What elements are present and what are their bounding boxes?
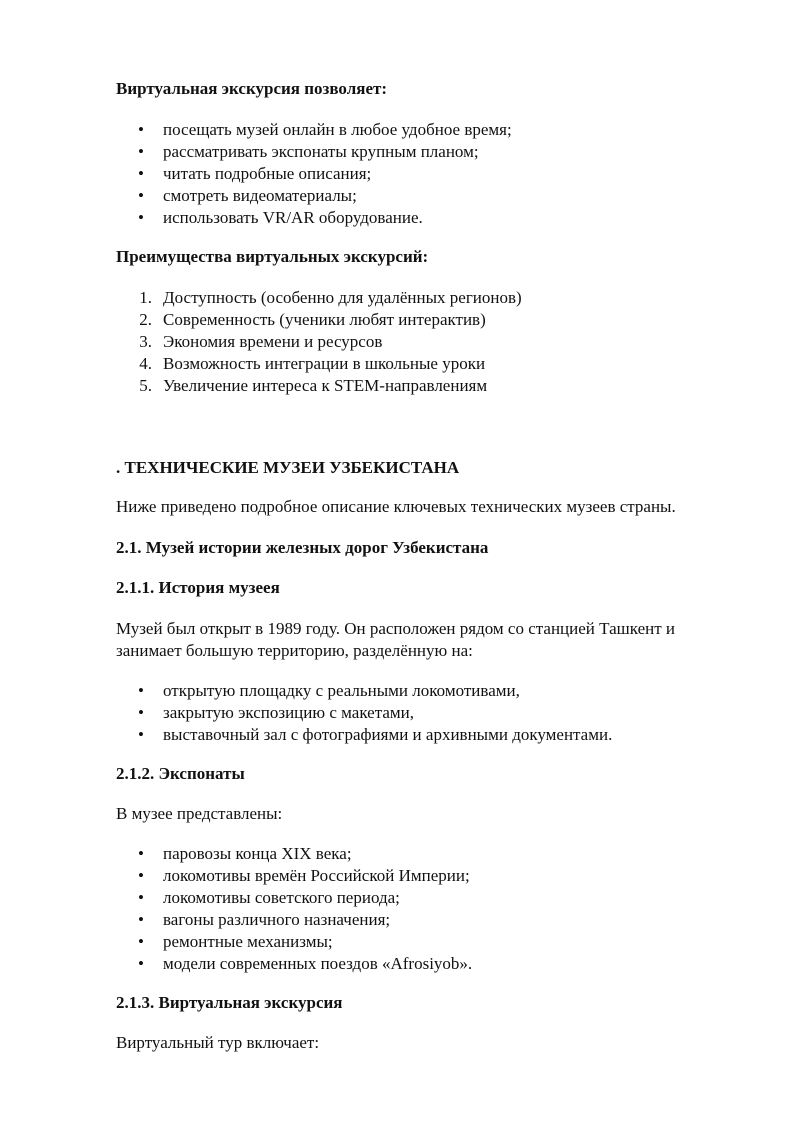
tour-intro: Виртуальный тур включает: [116, 1033, 320, 1052]
bullet-icon: • [138, 186, 144, 205]
museums-heading: . ТЕХНИЧЕСКИЕ МУЗЕИ УЗБЕКИСТАНА [116, 458, 460, 477]
subheading-2-1-3: 2.1.3. Виртуальная экскурсия [116, 993, 343, 1012]
bullet-icon: • [138, 142, 144, 161]
list-item: локомотивы времён Российской Империи; [163, 866, 470, 885]
bullet-icon: • [138, 888, 144, 907]
list-item: использовать VR/AR оборудование. [163, 208, 423, 227]
bullet-icon: • [138, 844, 144, 863]
list-item: посещать музей онлайн в любое удобное время; [163, 120, 512, 139]
history-paragraph-line: Музей был открыт в 1989 году. Он расположен рядом со станцией Ташкент и [116, 619, 675, 638]
bullet-icon: • [138, 725, 144, 744]
list-item: Экономия времени и ресурсов [163, 332, 383, 351]
list-item: модели современных поездов «Afrosiyob». [163, 954, 473, 973]
list-item: Современность (ученики любят интерактив) [163, 310, 486, 329]
bullet-icon: • [138, 932, 144, 951]
list-item: рассматривать экспонаты крупным планом; [163, 142, 479, 161]
list-number: 5. [139, 376, 152, 395]
list-item: Возможность интеграции в школьные уроки [163, 354, 486, 373]
subheading-2-1: 2.1. Музей истории железных дорог Узбекистана [116, 538, 489, 557]
subheading-2-1-2: 2.1.2. Экспонаты [116, 764, 245, 783]
list-item: Увеличение интереса к STEM-направлениям [163, 376, 488, 395]
bullet-icon: • [138, 954, 144, 973]
list-item: ремонтные механизмы; [163, 932, 333, 951]
bullet-icon: • [138, 681, 144, 700]
bullet-icon: • [138, 866, 144, 885]
history-paragraph-line: занимает большую территорию, разделённую на: [116, 641, 473, 660]
bullet-icon: • [138, 910, 144, 929]
list-item: открытую площадку с реальными локомотивами, [163, 681, 520, 700]
list-item: выставочный зал с фотографиями и архивными документами. [163, 725, 613, 744]
bullet-icon: • [138, 164, 144, 183]
list-item: закрытую экспозицию с макетами, [163, 703, 414, 722]
exhibits-intro: В музее представлены: [116, 804, 283, 823]
list-number: 3. [139, 332, 152, 351]
museums-intro: Ниже приведено подробное описание ключевых технических музеев страны. [116, 497, 676, 516]
subheading-2-1-1: 2.1.1. История музеея [116, 578, 280, 597]
list-item: паровозы конца XIX века; [163, 844, 352, 863]
list-item: Доступность (особенно для удалённых регионов) [163, 288, 522, 307]
list-item: читать подробные описания; [163, 164, 372, 183]
advantages-heading: Преимущества виртуальных экскурсий: [116, 247, 429, 266]
list-number: 1. [139, 288, 152, 307]
list-item: локомотивы советского периода; [163, 888, 400, 907]
bullet-icon: • [138, 120, 144, 139]
bullet-icon: • [138, 703, 144, 722]
virtual-heading: Виртуальная экскурсия позволяет: [116, 79, 388, 98]
bullet-icon: • [138, 208, 144, 227]
list-item: вагоны различного назначения; [163, 910, 391, 929]
list-number: 4. [139, 354, 152, 373]
list-number: 2. [139, 310, 152, 329]
list-item: смотреть видеоматериалы; [163, 186, 357, 205]
